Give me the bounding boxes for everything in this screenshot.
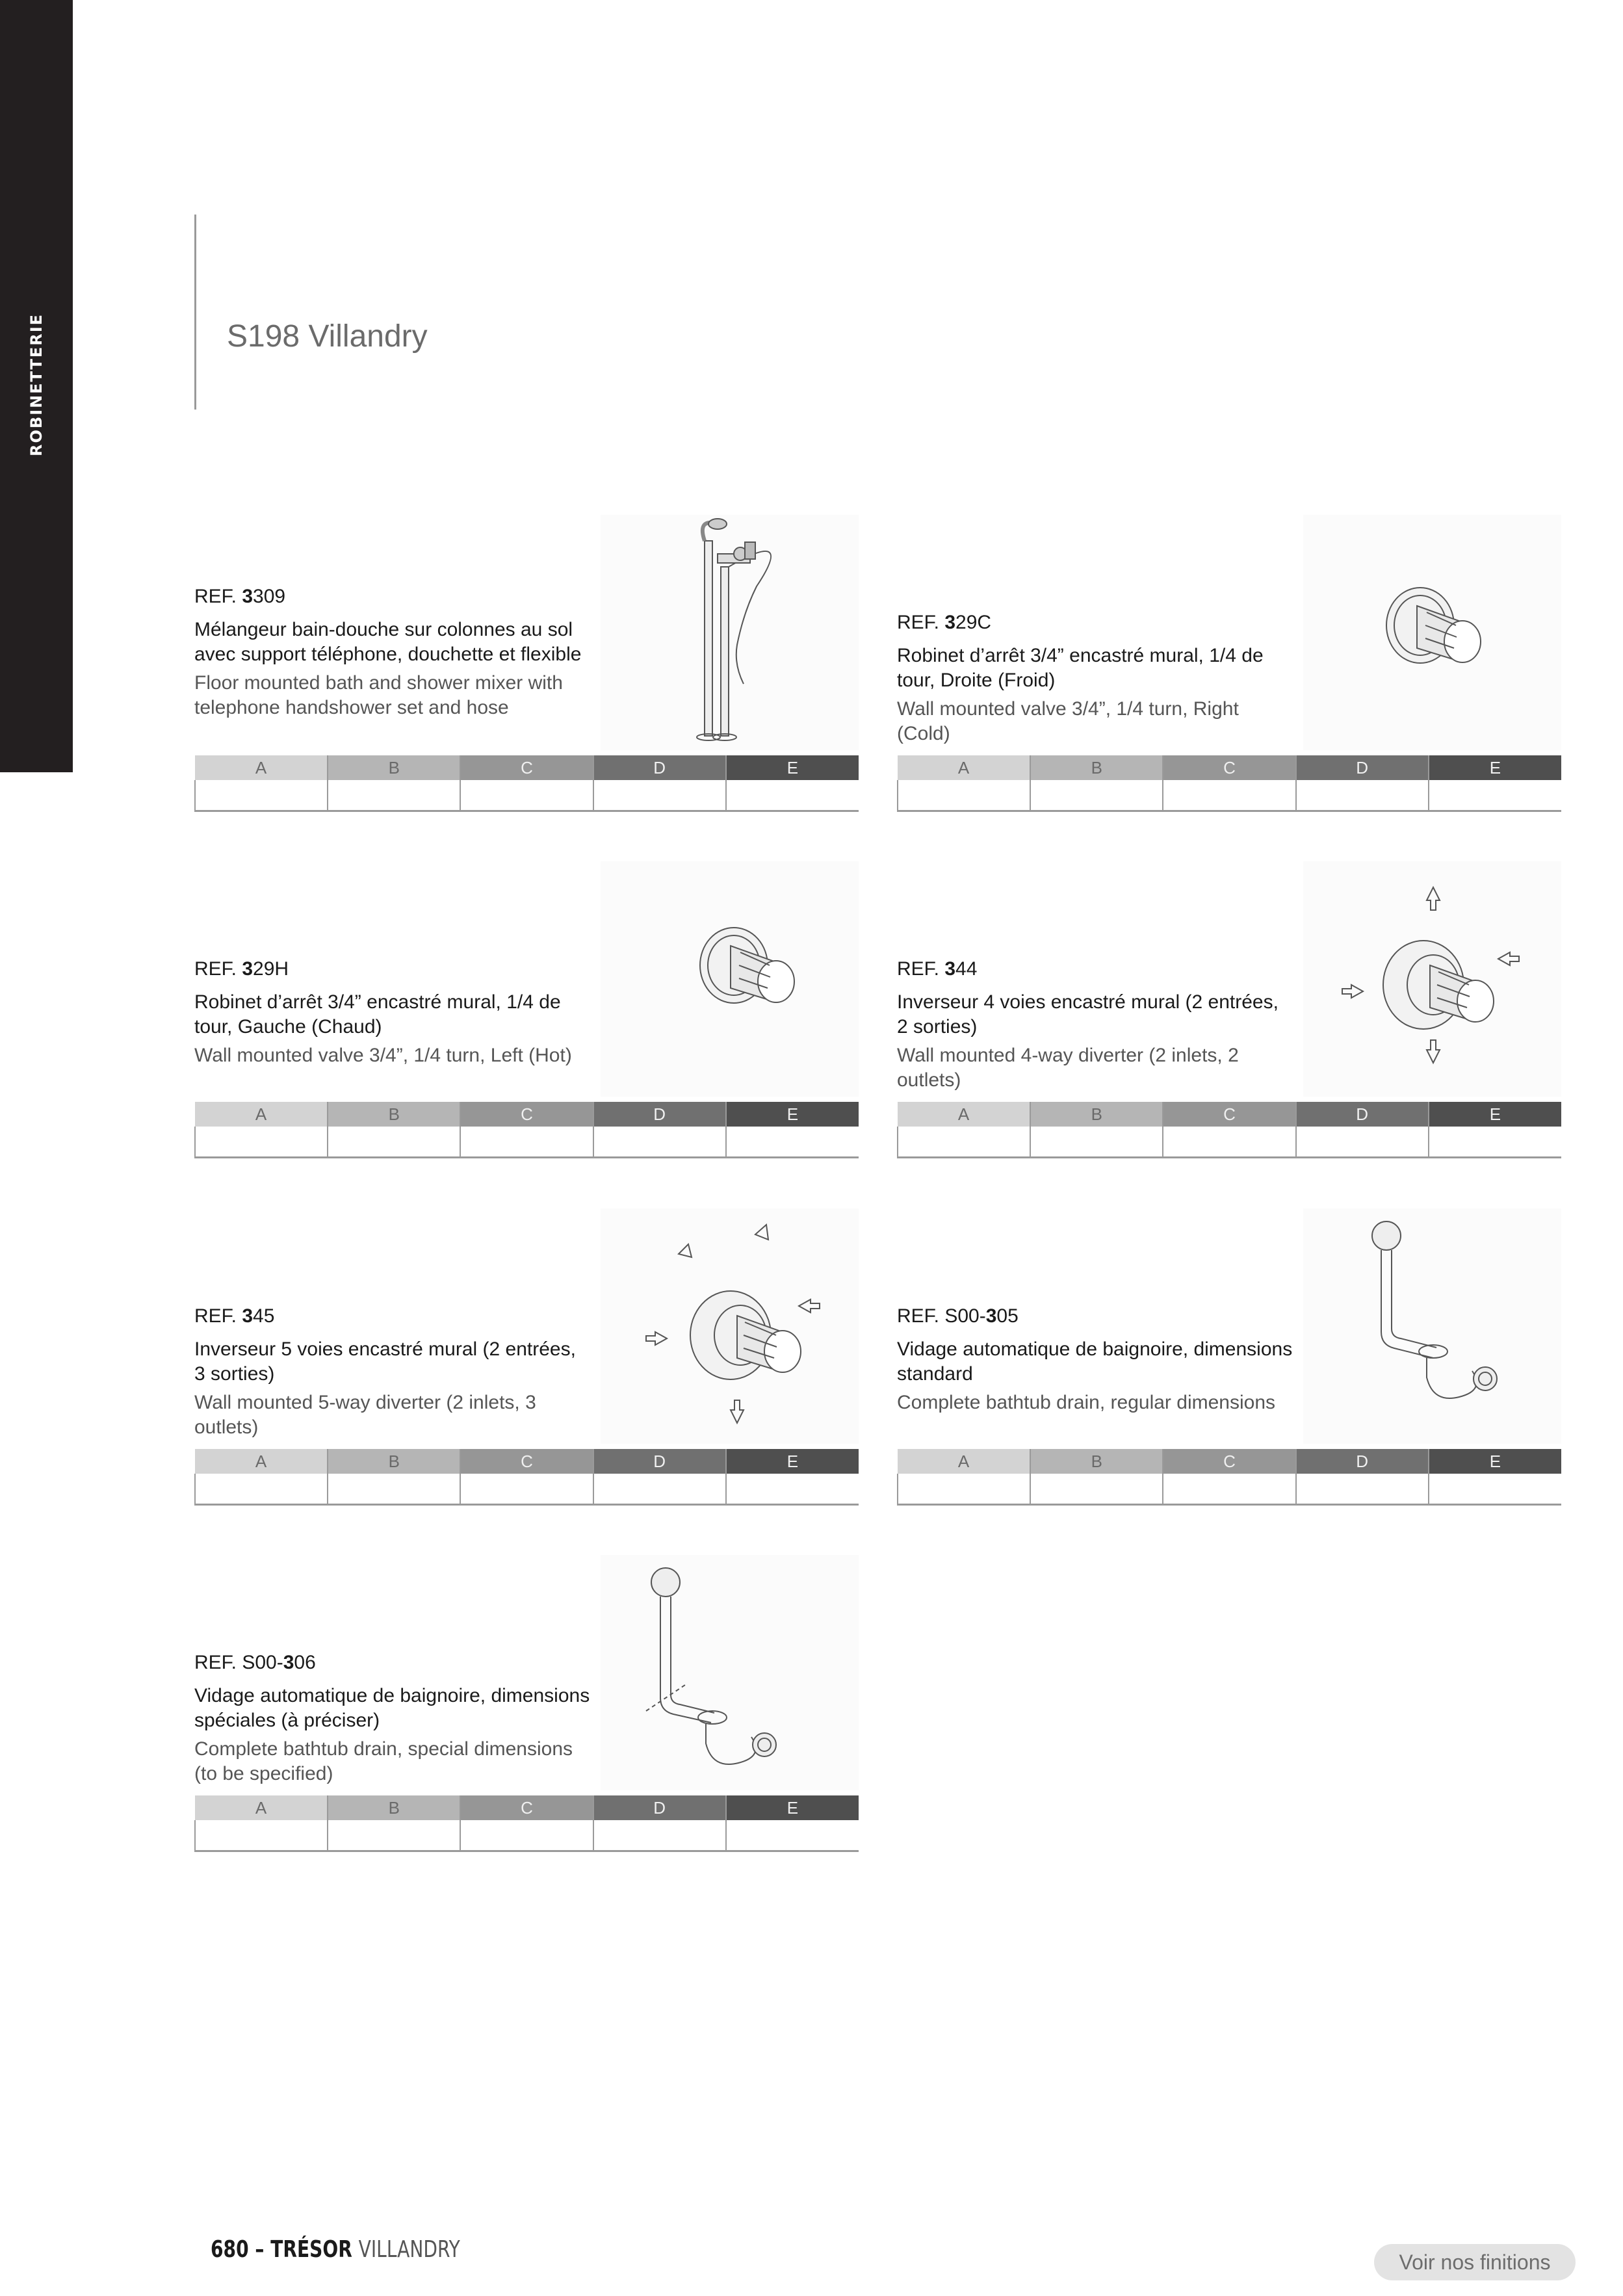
product-description-en: Wall mounted 4-way diverter (2 inlets, 2 outlets) bbox=[897, 1045, 1239, 1091]
product-329h bbox=[194, 861, 859, 1167]
finish-col-a: A bbox=[195, 755, 328, 780]
finish-cell bbox=[898, 780, 1030, 811]
finish-col-d: D bbox=[593, 1795, 726, 1820]
finish-cell bbox=[898, 1474, 1030, 1505]
finish-cell bbox=[1429, 1474, 1561, 1505]
finish-col-c: C bbox=[460, 755, 593, 780]
finish-col-e: E bbox=[1429, 755, 1561, 780]
finish-cell bbox=[328, 1474, 460, 1505]
product-description-en: Complete bathtub drain, regular dimensions bbox=[897, 1392, 1275, 1413]
product-s00-306 bbox=[194, 1555, 859, 1860]
finish-col-e: E bbox=[726, 1449, 859, 1474]
finish-cell bbox=[1030, 780, 1163, 811]
finish-table bbox=[194, 1795, 859, 1852]
product-329c bbox=[897, 515, 1561, 820]
product-text bbox=[194, 1650, 591, 1786]
finish-cell bbox=[195, 1127, 328, 1158]
finish-cell bbox=[1296, 780, 1429, 811]
finish-col-c: C bbox=[460, 1449, 593, 1474]
title-rule bbox=[194, 215, 196, 410]
finish-col-c: C bbox=[1163, 1449, 1295, 1474]
product-344 bbox=[897, 861, 1561, 1167]
finish-col-e: E bbox=[726, 755, 859, 780]
finish-cell bbox=[1163, 780, 1295, 811]
product-description-fr: Vidage automatique de baignoire, dimensions spéciales (à préciser) bbox=[194, 1685, 590, 1731]
product-text bbox=[897, 610, 1293, 746]
finish-col-a: A bbox=[898, 1449, 1030, 1474]
product-text bbox=[897, 956, 1293, 1093]
product-description-en: Wall mounted valve 3/4”, 1/4 turn, Left (Hot) bbox=[194, 1045, 572, 1066]
page-footer bbox=[211, 2236, 460, 2263]
finish-col-a: A bbox=[195, 1102, 328, 1127]
finish-col-d: D bbox=[593, 1449, 726, 1474]
product-description-en: Wall mounted valve 3/4”, 1/4 turn, Right (Cold) bbox=[897, 698, 1239, 744]
finish-col-d: D bbox=[1296, 755, 1429, 780]
finish-cell bbox=[1163, 1127, 1295, 1158]
finish-col-d: D bbox=[1296, 1449, 1429, 1474]
wall-valve-drawing bbox=[1303, 515, 1561, 750]
floor-mounted-bath-mixer-drawing bbox=[601, 515, 859, 750]
finish-col-d: D bbox=[593, 1102, 726, 1127]
product-description-fr: Mélangeur bain-douche sur colonnes au sol avec support téléphone, douchette et flexible bbox=[194, 619, 582, 665]
bathtub-drain-special-drawing bbox=[601, 1555, 859, 1790]
finish-col-e: E bbox=[1429, 1449, 1561, 1474]
bathtub-drain-drawing bbox=[1303, 1208, 1561, 1444]
product-ref: REF. 329H bbox=[194, 958, 289, 980]
product-text bbox=[194, 1303, 591, 1440]
finish-col-c: C bbox=[1163, 1102, 1295, 1127]
side-tab-label: ROBINETTERIE bbox=[27, 313, 45, 457]
finish-col-b: B bbox=[328, 755, 460, 780]
product-description-fr: Robinet d’arrêt 3/4” encastré mural, 1/4 de tour, Gauche (Chaud) bbox=[194, 991, 561, 1037]
finish-col-d: D bbox=[593, 755, 726, 780]
product-text bbox=[897, 1303, 1293, 1415]
4-way-diverter-drawing bbox=[1303, 861, 1561, 1097]
finish-cell bbox=[460, 780, 593, 811]
finish-col-d: D bbox=[1296, 1102, 1429, 1127]
finish-cell bbox=[726, 1474, 859, 1505]
product-ref: REF. 3309 bbox=[194, 586, 286, 607]
finish-cell bbox=[195, 1474, 328, 1505]
finish-cell bbox=[328, 1820, 460, 1851]
finish-col-a: A bbox=[898, 755, 1030, 780]
finish-col-a: A bbox=[195, 1795, 328, 1820]
finish-col-e: E bbox=[726, 1795, 859, 1820]
finish-cell bbox=[460, 1127, 593, 1158]
finish-col-b: B bbox=[328, 1795, 460, 1820]
finish-cell bbox=[195, 1820, 328, 1851]
product-ref: REF. S00-305 bbox=[897, 1305, 1019, 1327]
finish-col-a: A bbox=[195, 1449, 328, 1474]
finish-cell bbox=[726, 1820, 859, 1851]
product-description-fr: Inverseur 4 voies encastré mural (2 entrées, 2 sorties) bbox=[897, 991, 1279, 1037]
product-345 bbox=[194, 1208, 859, 1514]
finish-cell bbox=[593, 1474, 726, 1505]
5-way-diverter-drawing bbox=[601, 1208, 859, 1444]
finish-col-b: B bbox=[1030, 1102, 1163, 1127]
finish-cell bbox=[328, 780, 460, 811]
finish-col-a: A bbox=[898, 1102, 1030, 1127]
finish-cell bbox=[593, 780, 726, 811]
finish-cell bbox=[593, 1127, 726, 1158]
finish-col-c: C bbox=[460, 1795, 593, 1820]
finish-table bbox=[897, 1449, 1561, 1506]
wall-valve-drawing bbox=[601, 861, 859, 1097]
view-finishes-button[interactable]: Voir nos finitions bbox=[1374, 2244, 1576, 2280]
product-text bbox=[194, 956, 591, 1068]
product-description-fr: Vidage automatique de baignoire, dimensions standard bbox=[897, 1338, 1293, 1385]
product-ref: REF. 344 bbox=[897, 958, 978, 980]
product-ref: REF. S00-306 bbox=[194, 1652, 316, 1673]
footer-separator: – bbox=[248, 2236, 271, 2263]
finish-col-e: E bbox=[726, 1102, 859, 1127]
product-description-en: Complete bathtub drain, special dimensions (to be specified) bbox=[194, 1738, 573, 1784]
finish-cell bbox=[1030, 1127, 1163, 1158]
finish-cell bbox=[1429, 780, 1561, 811]
finish-cell bbox=[1163, 1474, 1295, 1505]
footer-collection: VILLANDRY bbox=[358, 2236, 460, 2263]
finish-cell bbox=[1296, 1474, 1429, 1505]
finish-cell bbox=[195, 780, 328, 811]
finish-cell bbox=[460, 1820, 593, 1851]
side-tab bbox=[0, 0, 73, 772]
finish-col-e: E bbox=[1429, 1102, 1561, 1127]
finish-cell bbox=[328, 1127, 460, 1158]
finish-cell bbox=[1030, 1474, 1163, 1505]
product-description-en: Floor mounted bath and shower mixer with telephone handshower set and hose bbox=[194, 672, 563, 718]
finish-table bbox=[194, 1449, 859, 1506]
finish-col-c: C bbox=[1163, 755, 1295, 780]
product-text bbox=[194, 584, 591, 720]
product-s00-305 bbox=[897, 1208, 1561, 1514]
finish-cell bbox=[593, 1820, 726, 1851]
finish-table bbox=[897, 1102, 1561, 1158]
finish-table bbox=[897, 755, 1561, 812]
product-3309 bbox=[194, 515, 859, 820]
product-description-fr: Robinet d’arrêt 3/4” encastré mural, 1/4 de tour, Droite (Froid) bbox=[897, 645, 1264, 691]
finish-col-b: B bbox=[1030, 1449, 1163, 1474]
product-description-en: Wall mounted 5-way diverter (2 inlets, 3 outlets) bbox=[194, 1392, 536, 1438]
finish-table bbox=[194, 1102, 859, 1158]
finish-cell bbox=[726, 1127, 859, 1158]
finish-table bbox=[194, 755, 859, 812]
product-description-fr: Inverseur 5 voies encastré mural (2 entrées, 3 sorties) bbox=[194, 1338, 576, 1385]
product-ref: REF. 345 bbox=[194, 1305, 275, 1327]
finish-col-c: C bbox=[460, 1102, 593, 1127]
page-number: 680 bbox=[211, 2236, 249, 2263]
finish-col-b: B bbox=[328, 1102, 460, 1127]
finish-cell bbox=[460, 1474, 593, 1505]
finish-col-b: B bbox=[1030, 755, 1163, 780]
finish-col-b: B bbox=[328, 1449, 460, 1474]
finish-cell bbox=[1296, 1127, 1429, 1158]
product-ref: REF. 329C bbox=[897, 612, 992, 633]
footer-brand: TRÉSOR bbox=[270, 2236, 352, 2263]
page-title: S198 Villandry bbox=[227, 319, 428, 354]
finish-cell bbox=[1429, 1127, 1561, 1158]
finish-cell bbox=[898, 1127, 1030, 1158]
finish-cell bbox=[726, 780, 859, 811]
